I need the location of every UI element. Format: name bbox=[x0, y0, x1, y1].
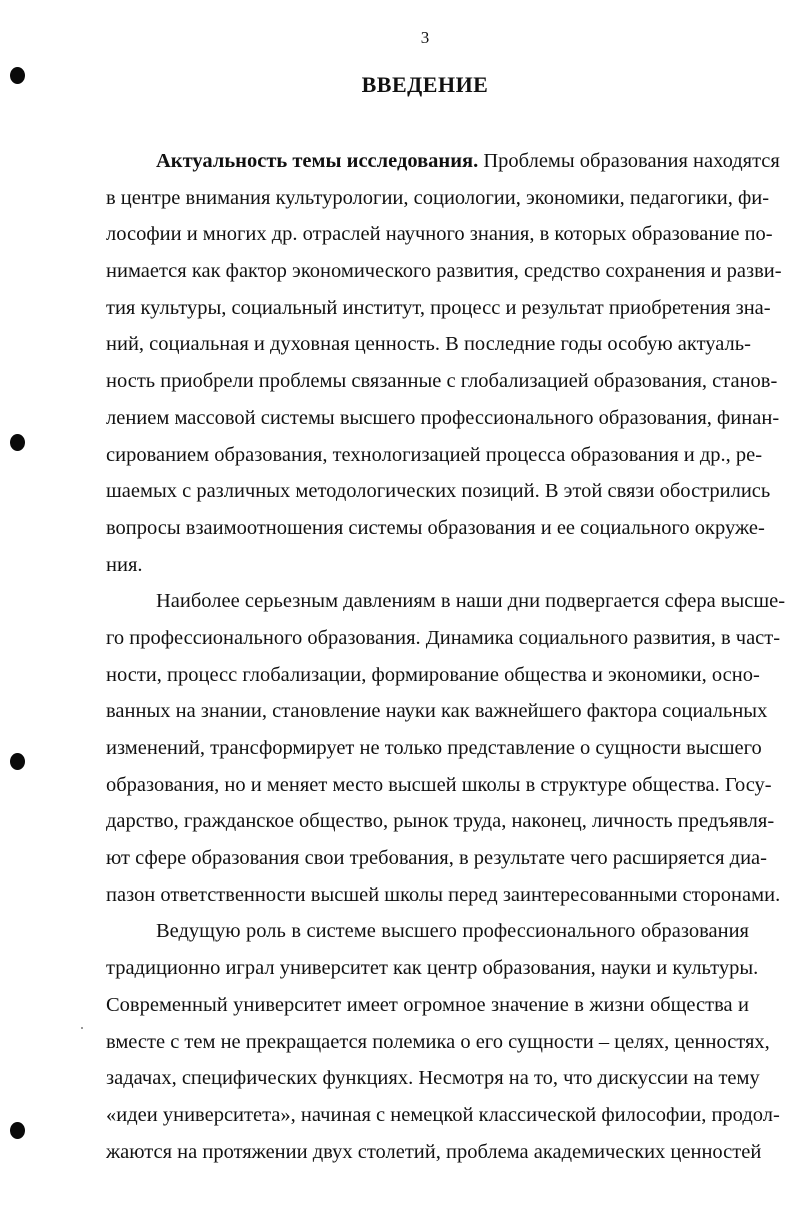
punch-hole-3 bbox=[10, 753, 25, 770]
text-line: изменений, трансформирует не только представление о сущности высшего bbox=[106, 737, 762, 759]
scan-speck bbox=[81, 1027, 83, 1029]
text-line: задачах, специфических функциях. Несмотря на то, что дискуссии на тему bbox=[106, 1067, 760, 1090]
paragraph-1 bbox=[106, 143, 782, 583]
text-line: жаются на протяжении двух столетий, проблема академических ценностей bbox=[106, 1140, 762, 1163]
text-line: ности, процесс глобализации, формирование общества и экономики, осно- bbox=[106, 663, 760, 686]
text-line: вопросы взаимоотношения системы образования и ее социального окруже- bbox=[106, 516, 765, 539]
punch-hole-2 bbox=[10, 434, 25, 451]
paragraph-3 bbox=[106, 913, 780, 1170]
text-line-rest: Проблемы образования находятся bbox=[478, 150, 780, 172]
paragraph-lead: Актуальность темы исследования. bbox=[156, 150, 479, 172]
text-line: Ведущую роль в системе высшего профессионального образования bbox=[156, 920, 749, 943]
text-line: дарство, гражданское общество, рынок труда, наконец, личность предъявля- bbox=[106, 810, 775, 833]
text-line: го профессионального образования. Динамика социального развития, в част- bbox=[106, 626, 781, 649]
text-line: ность приобрели проблемы связанные с глобализацией образования, станов- bbox=[106, 370, 778, 393]
body-text bbox=[106, 143, 786, 1170]
text-line: лософии и многих др. отраслей научного знания, в которых образование по- bbox=[106, 223, 773, 246]
text-line: нимается как фактор экономического развития, средство сохранения и разви- bbox=[106, 260, 782, 283]
text-line bbox=[106, 143, 780, 180]
text-line: тия культуры, социальный институт, процесс и результат приобретения зна- bbox=[106, 296, 771, 319]
text-line: ют сфере образования свои требования, в результате чего расширяется диа- bbox=[106, 847, 767, 870]
text-line: сированием образования, технологизацией процесса образования и др., ре- bbox=[106, 443, 763, 466]
text-line: ния. bbox=[106, 553, 143, 576]
text-line: традиционно играл университет как центр образования, науки и культуры. bbox=[106, 957, 759, 980]
text-line: ванных на знании, становление науки как важнейшего фактора социальных bbox=[106, 700, 768, 723]
punch-hole-4 bbox=[10, 1122, 25, 1139]
text-line: образования, но и меняет место высшей школы в структуре общества. Госу- bbox=[106, 773, 772, 796]
paragraph-2 bbox=[106, 583, 786, 913]
text-line: в центре внимания культурологии, социологии, экономики, педагогики, фи- bbox=[106, 186, 770, 209]
text-line: Наиболее серьезным давлениям в наши дни подвергается сфера высше- bbox=[156, 590, 786, 613]
text-line: ний, социальная и духовная ценность. В последние годы особую актуаль- bbox=[106, 333, 751, 356]
text-line: шаемых с различных методологических позиций. В этой связи обострились bbox=[106, 480, 771, 503]
text-line: «идеи университета», начиная с немецкой классической философии, продол- bbox=[106, 1103, 780, 1126]
text-line: пазон ответственности высшей школы перед заинтересованными сторонами. bbox=[106, 883, 781, 906]
page-title: ВВЕДЕНИЕ bbox=[361, 72, 489, 97]
page-number: 3 bbox=[420, 28, 430, 47]
text-line: лением массовой системы высшего профессионального образования, финан- bbox=[106, 406, 780, 429]
text-line: вместе с тем не прекращается полемика о его сущности – целях, ценностях, bbox=[106, 1030, 770, 1053]
text-line: Современный университет имеет огромное значение в жизни общества и bbox=[106, 993, 749, 1016]
